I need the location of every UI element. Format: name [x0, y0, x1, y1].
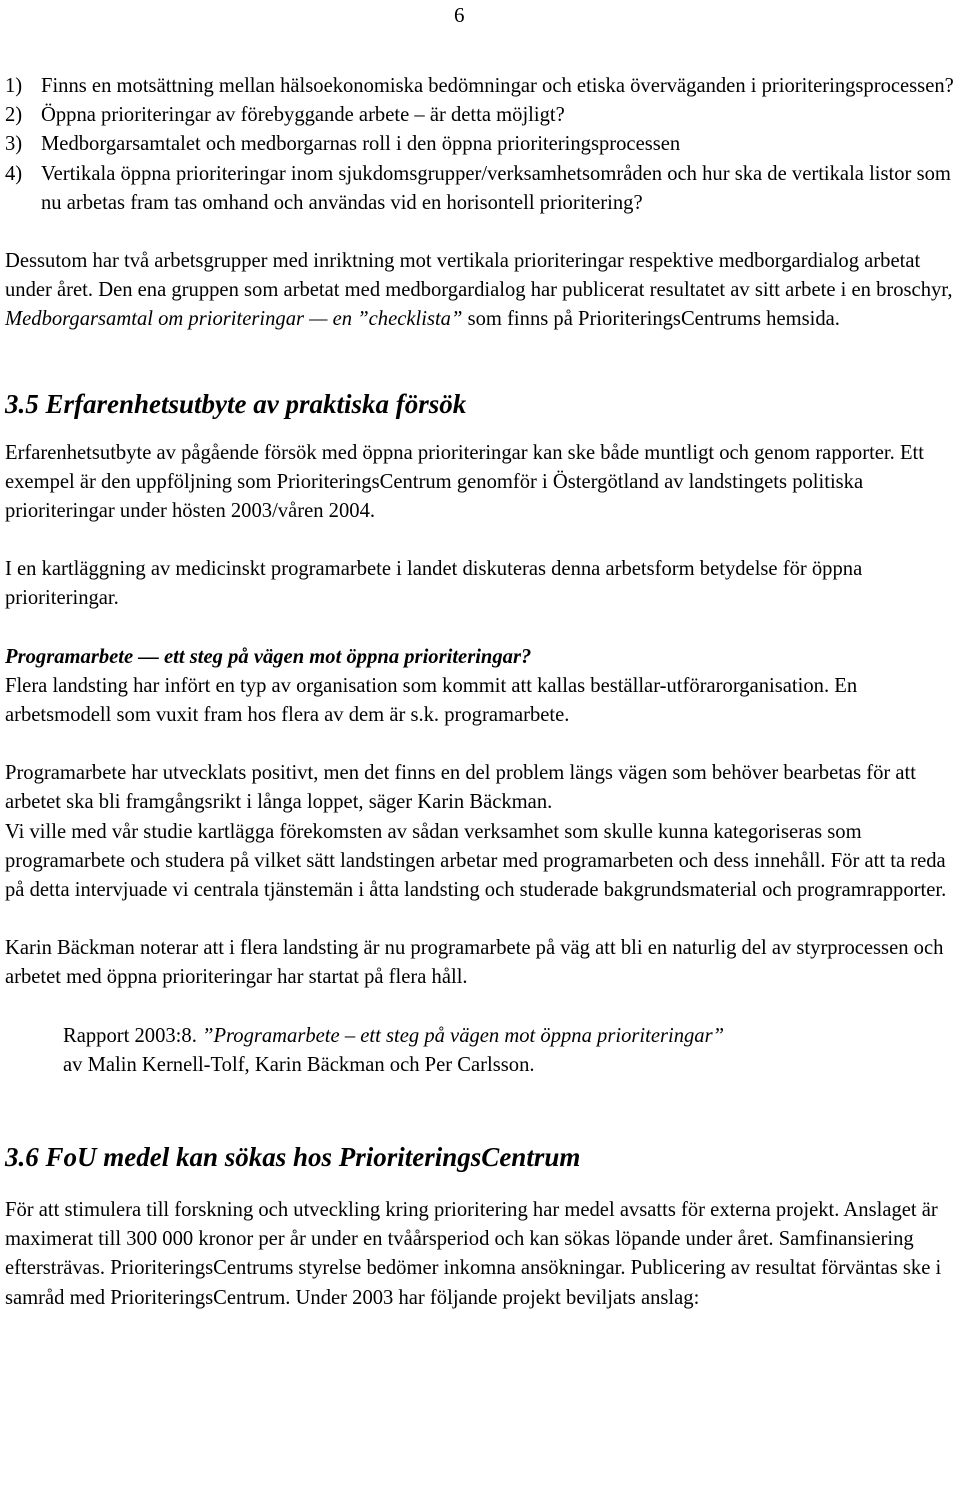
- page-number: 6: [454, 3, 465, 27]
- list-item: [5, 160, 960, 218]
- paragraph: Programarbete har utvecklats positivt, men det finns en del problem längs vägen som behöver bearbetas för att arbetet ska bli framgångsrikt i långa loppet, säger Karin Bäckman.: [5, 762, 916, 814]
- paragraph: Flera landsting har infört en typ av organisation som kommit att kallas beställar-utförarorganisation. En arbetsmodell som vuxit fram hos flera av dem är s.k. programarbete.: [5, 674, 858, 727]
- numbered-list: [5, 72, 960, 218]
- list-number: 1): [5, 75, 23, 97]
- paragraph: Karin Bäckman noterar att i flera landsting är nu programarbete på väg att bli en naturlig del av styrprocessen och arbetet med öppna prioriteringar har startat på flera håll.: [5, 937, 944, 989]
- list-text: Finns en motsättning mellan hälsoekonomiska bedömningar och etiska överväganden i prioriteringsprocessen?: [41, 75, 954, 97]
- paragraph: För att stimulera till forskning och utveckling kring prioritering har medel avsatts för externa projekt. Anslaget är maximerat till 300 000 kronor per år under en tvåårsperiod och kan sökas löpande under året. Samfinansiering eftersträvas. PrioriteringsCentrums styrelse bedömer inkomna ansökningar. Publicering av resultat förväntas ske i samråd med PrioriteringsCentrum. Under 2003 har följande projekt beviljats anslag:: [5, 1199, 942, 1309]
- paragraph: Vi ville med vår studie kartlägga förekomsten av sådan verksamhet som skulle kunna kategoriseras som programarbete och studera på vilket sätt landstingen arbetar med programarbeten och dess innehåll. För att ta reda på detta intervjuade vi centrala tjänstemän i åtta landsting och studerade bakgrundsmaterial och programrapporter.: [5, 820, 947, 902]
- list-number: 3): [5, 133, 23, 156]
- list-text: Vertikala öppna prioriteringar inom sjukdomsgrupper/verksamhetsområden och hur ska de vertikala listor som nu arbetas fram tas omhand och användas vid en horisontell prioritering?: [41, 162, 951, 214]
- paragraph: Erfarenhetsutbyte av pågående försök med öppna prioriteringar kan ske både muntligt och genom rapporter. Ett exempel är den uppföljning som PrioriteringsCentrum genomför i Östergötland av landstingets politiska prioriteringar under hösten 2003/våren 2004.: [5, 441, 924, 523]
- paragraph: I en kartläggning av medicinskt programarbete i landet diskuteras denna arbetsform betydelse för öppna prioriteringar.: [5, 558, 863, 610]
- brochure-title: Medborgarsamtal om prioriteringar — en ”checklista”: [5, 308, 463, 331]
- paragraph-text: Dessutom har två arbetsgrupper med inriktning mot vertikala prioriteringar respektive medborgardialog arbetat under året. Den ena gruppen som arbetat med medborgardialog har publicerat resultatet av sitt arbete i en broschyr,: [5, 250, 953, 302]
- paragraph-arbetsgrupper: [5, 247, 960, 335]
- section-heading-3-5: 3.5 Erfarenhetsutbyte av praktiska försök: [5, 388, 467, 419]
- list-text: Öppna prioriteringar av förebyggande arbete – är detta möjligt?: [41, 104, 565, 127]
- list-number: 2): [5, 104, 23, 127]
- section-heading-3-6: 3.6 FoU medel kan sökas hos PrioriteringsCentrum: [5, 1142, 581, 1173]
- report-reference: [63, 1022, 960, 1080]
- list-item: [5, 72, 960, 101]
- list-item: [5, 101, 960, 130]
- list-text: Medborgarsamtalet och medborgarnas roll i den öppna prioriteringsprocessen: [41, 133, 681, 156]
- subheading-programarbete: Programarbete — ett steg på vägen mot öppna prioriteringar?: [5, 645, 532, 668]
- report-authors: av Malin Kernell-Tolf, Karin Bäckman och Per Carlsson.: [63, 1053, 535, 1076]
- list-number: 4): [5, 162, 23, 185]
- paragraph-suffix: som finns på PrioriteringsCentrums hemsida.: [462, 308, 840, 331]
- report-number: Rapport 2003:8.: [63, 1024, 202, 1047]
- document-body: [5, 72, 960, 1313]
- list-item: [5, 130, 960, 159]
- report-title: ”Programarbete – ett steg på vägen mot öppna prioriteringar”: [202, 1024, 725, 1047]
